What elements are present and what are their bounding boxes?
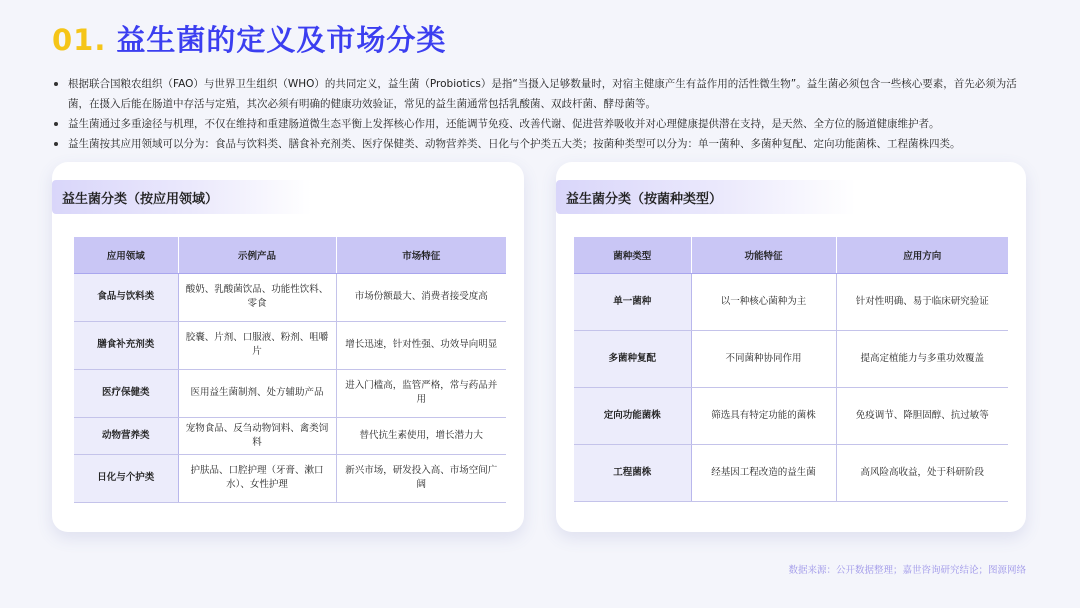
- category-cell: 多菌种复配: [574, 330, 691, 387]
- bullet-item: [52, 74, 1032, 114]
- application-classification-table: [74, 237, 506, 503]
- table-row: [74, 321, 506, 369]
- category-cell: 动物营养类: [74, 417, 178, 454]
- table-cell: 胶囊、片剂、口服液、粉剂、咀嚼片: [178, 321, 336, 369]
- table-row: [74, 369, 506, 417]
- bullet-dot-icon: [54, 82, 58, 86]
- category-cell: 单一菌种: [574, 273, 691, 330]
- column-header: 市场特征: [336, 237, 506, 273]
- table-cell: 提高定植能力与多重功效覆盖: [836, 330, 1008, 387]
- section-title: 益生菌的定义及市场分类: [116, 23, 447, 57]
- table-cell: 新兴市场，研发投入高、市场空间广阔: [336, 454, 506, 502]
- table-row: [574, 387, 1008, 444]
- section-number: 01.: [52, 23, 107, 57]
- column-header: 示例产品: [178, 237, 336, 273]
- table-row: [74, 454, 506, 502]
- intro-bullet-list: [52, 74, 1032, 154]
- strain-classification-table: [574, 237, 1008, 502]
- page-title: [52, 18, 446, 59]
- table-cell: 针对性明确、易于临床研究验证: [836, 273, 1008, 330]
- table-row: [574, 330, 1008, 387]
- category-cell: 膳食补充剂类: [74, 321, 178, 369]
- column-header: 应用领域: [74, 237, 178, 273]
- bullet-item: [52, 114, 1032, 134]
- category-cell: 日化与个护类: [74, 454, 178, 502]
- bullet-dot-icon: [54, 122, 58, 126]
- category-cell: 工程菌株: [574, 444, 691, 501]
- bullet-text: 益生菌按其应用领域可以分为：食品与饮料类、膳食补充剂类、医疗保健类、动物营养类、日化与个护类五大类；按菌种类型可以分为：单一菌种、多菌种复配、定向功能菌株、工程菌株四类。: [68, 138, 961, 150]
- category-cell: 医疗保健类: [74, 369, 178, 417]
- table-cell: 护肤品、口腔护理（牙膏、漱口水）、女性护理: [178, 454, 336, 502]
- table-cell: 增长迅速，针对性强、功效导向明显: [336, 321, 506, 369]
- table-cell: 市场份额最大、消费者接受度高: [336, 273, 506, 321]
- table-cell: 经基因工程改造的益生菌: [691, 444, 836, 501]
- table-row: [574, 273, 1008, 330]
- bullet-item: [52, 134, 1032, 154]
- column-header: 应用方向: [836, 237, 1008, 273]
- bullet-dot-icon: [54, 142, 58, 146]
- card-header: 益生菌分类（按应用领域）: [52, 180, 312, 214]
- table-cell: 不同菌种协同作用: [691, 330, 836, 387]
- table-header-row: [574, 237, 1008, 273]
- column-header: 功能特征: [691, 237, 836, 273]
- bullet-text: 根据联合国粮农组织（FAO）与世界卫生组织（WHO）的共同定义，益生菌（Probiotics）是指“当摄入足够数量时，对宿主健康产生有益作用的活性微生物”。益生菌必须包含一些核心要素，首先必须为活菌，在摄入后能在肠道中存活与定殖，其次必须有明确的健康功效验证，常见的益生菌通常包括乳酸菌、双歧杆菌、酵母菌等。: [68, 78, 1017, 110]
- table-cell: 筛选具有特定功能的菌株: [691, 387, 836, 444]
- table-row: [74, 273, 506, 321]
- table-cell: 以一种核心菌种为主: [691, 273, 836, 330]
- category-cell: 定向功能菌株: [574, 387, 691, 444]
- category-cell: 食品与饮料类: [74, 273, 178, 321]
- table-row: [574, 444, 1008, 501]
- table-cell: 酸奶、乳酸菌饮品、功能性饮料、零食: [178, 273, 336, 321]
- table-cell: 宠物食品、反刍动物饲料、禽类饲料: [178, 417, 336, 454]
- table-row: [74, 417, 506, 454]
- table-cell: 高风险高收益，处于科研阶段: [836, 444, 1008, 501]
- table-cell: 进入门槛高，监管严格，常与药品并用: [336, 369, 506, 417]
- card-header: 益生菌分类（按菌种类型）: [556, 180, 856, 214]
- table-cell: 医用益生菌制剂、处方辅助产品: [178, 369, 336, 417]
- column-header: 菌种类型: [574, 237, 691, 273]
- table-header-row: [74, 237, 506, 273]
- data-source-note: 数据来源：公开数据整理；嘉世咨询研究结论；图源网络: [788, 565, 1026, 576]
- application-classification-card: [52, 162, 524, 532]
- table-cell: 替代抗生素使用，增长潜力大: [336, 417, 506, 454]
- bullet-text: 益生菌通过多重途径与机理，不仅在维持和重建肠道微生态平衡上发挥核心作用，还能调节免疫、改善代谢、促进营养吸收并对心理健康提供潜在支持，是天然、全方位的肠道健康维护者。: [68, 118, 940, 130]
- strain-classification-card: [556, 162, 1026, 532]
- table-cell: 免疫调节、降胆固醇、抗过敏等: [836, 387, 1008, 444]
